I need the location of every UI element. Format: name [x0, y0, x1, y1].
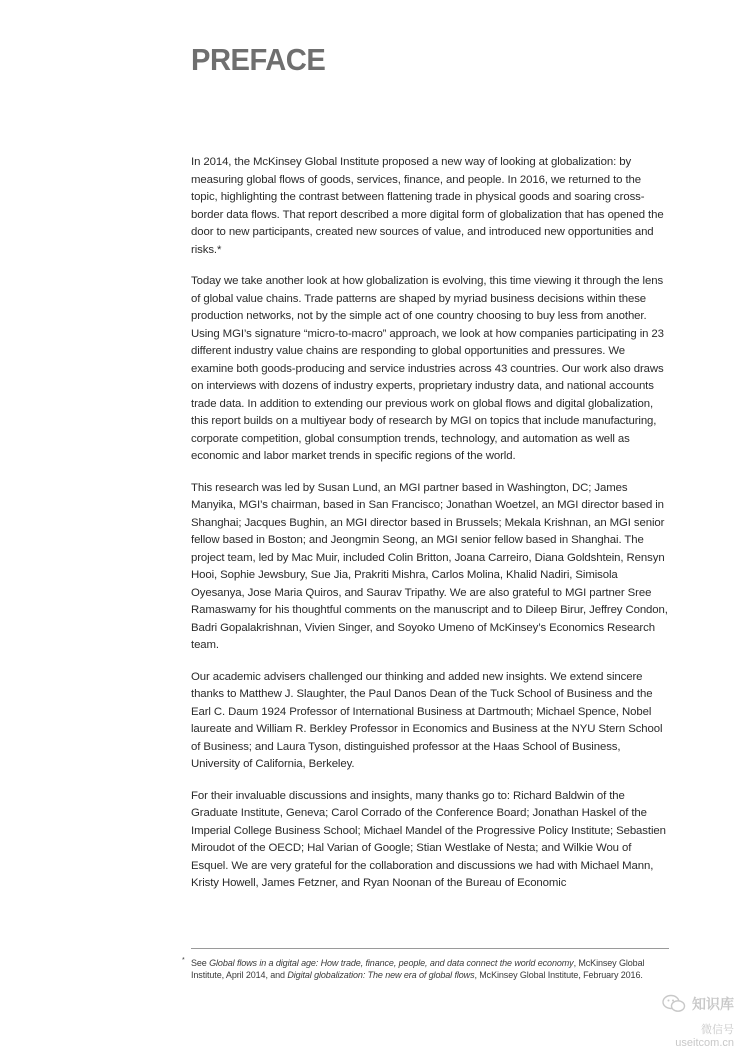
paragraph: Our academic advisers challenged our thinking and added new insights. We extend sincere thanks to Matthew J. Slaughter, the Paul Danos Dean of the Tuck School of Business and the Earl C. Daum 1924 Professor of International Business at Dartmouth; Michael Spence, Nobel laureate and William R. Berkley Professor in Economics and Business at the NYU Stern School of Business; and Laura Tyson, distinguished professor at the Haas School of Business, University of California, Berkeley.	[191, 670, 663, 770]
page-title: PREFACE	[191, 42, 326, 77]
wechat-icon	[662, 994, 686, 1014]
paragraph: For their invaluable discussions and insights, many thanks go to: Richard Baldwin of the Graduate Institute, Geneva; Carol Corrado of the Conference Board; Jonathan Haskel of the Imperial College Business School; Michael Mandel of the Progressive Policy Institute; Sebastien Miroudot of the OECD; Hal Varian of Google; Stian Westlake of Nesta; and Wilkie Wou of Esquel. We are very grateful for the collaboration and discussions we had with Michael Mann, Kristy Howell, James Fetzner, and Ryan Noonan of the Bureau of Economic	[191, 789, 666, 889]
watermark-logo	[662, 994, 734, 1014]
footnote-title-1: Global flows in a digital age: How trade, finance, people, and data connect the world economy	[209, 958, 574, 968]
footnote-title-2: Digital globalization: The new era of global flows	[287, 970, 475, 980]
watermark-subtext: 微信号 useitcom.cn	[675, 1024, 734, 1049]
footnote-middle: , McKinsey Global Institute, April 2014, and	[191, 958, 645, 980]
footnote	[182, 957, 669, 981]
footnote-marker: *	[182, 957, 185, 964]
preface-body	[191, 154, 669, 907]
watermark-logo-text: 知识库	[692, 996, 734, 1012]
footnote-divider	[191, 948, 669, 949]
footnote-suffix: , McKinsey Global Institute, February 2016.	[474, 970, 643, 980]
paragraph: Today we take another look at how globalization is evolving, this time viewing it through the lens of global value chains. Trade patterns are shaped by myriad business decisions within these production networks, not by the simple act of one country choosing to buy less from another. Using MGI’s signature “micro-to-macro” approach, we look at how companies participating in 23 different industry value chains are responding to global opportunities and pressures. We examine both goods-producing and service industries across 43 countries. Our work also draws on interviews with dozens of industry experts, proprietary industry data, and national accounts trade data. In addition to extending our previous work on global flows and digital globalization, this report builds on a multiyear body of research by MGI on topics that include manufacturing, corporate competition, global consumption trends, technology, and automation as well as economic and labor market trends in specific regions of the world.	[191, 275, 664, 462]
paragraph: This research was led by Susan Lund, an MGI partner based in Washington, DC; James Manyika, MGI’s chairman, based in San Francisco; Jonathan Woetzel, an MGI director based in Shanghai; Jacques Bughin, an MGI director based in Brussels; Mekala Krishnan, an MGI senior fellow based in Boston; and Jeongmin Seong, an MGI senior fellow based in Shanghai. The project team, led by Mac Muir, included Colin Britton, Joana Carreiro, Diana Goldshtein, Rensyn Hooi, Sophie Jewsbury, Sue Jia, Prakriti Mishra, Carlos Molina, Khalid Nadiri, Simisola Oyesanya, Jose Maria Quiros, and Saurav Tripathy. We are also grateful to MGI partner Sree Ramaswamy for his thoughtful comments on the manuscript and to Dileep Birur, Jeffrey Condon, Badri Gopalakrishnan, Vivien Singer, and Soyoko Umeno of McKinsey’s Economics Research team.	[191, 481, 668, 651]
paragraph: In 2014, the McKinsey Global Institute proposed a new way of looking at globalization: by measuring global flows of goods, services, finance, and people. In 2016, we returned to the topic, highlighting the contrast between flattening trade in physical goods and soaring cross-border data flows. That report described a more digital form of globalization that has opened the door to new participants, created new sources of value, and introduced new opportunities and risks.*	[191, 156, 664, 256]
watermark	[644, 994, 734, 1049]
footnote-prefix: See	[191, 958, 210, 968]
